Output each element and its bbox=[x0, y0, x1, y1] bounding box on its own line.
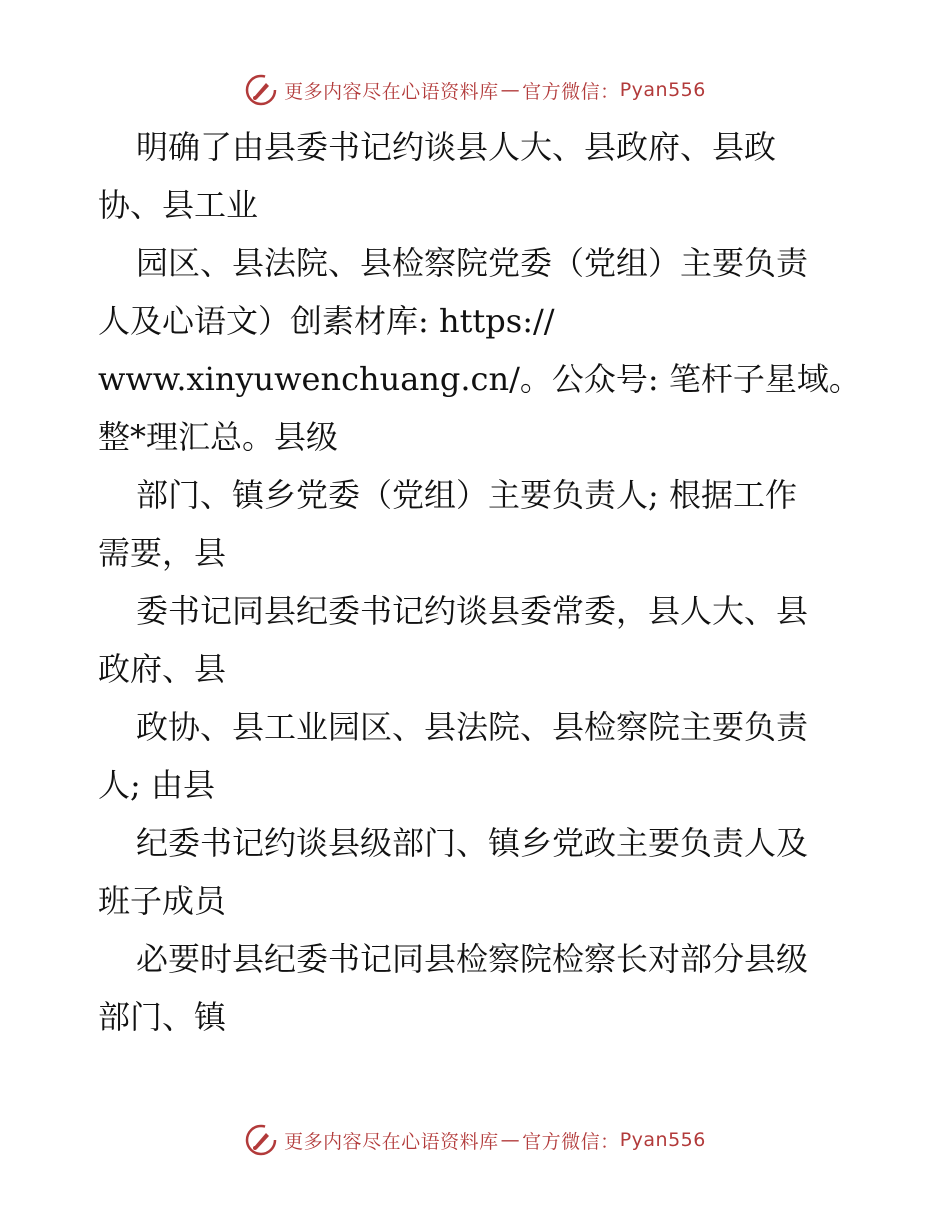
banner-main-text: 更多内容尽在心语资料库 bbox=[284, 80, 499, 103]
body-line: 整*理汇总。县级 bbox=[98, 418, 339, 456]
body-line: 必要时县纪委书记同县检察院检察长对部分县级 bbox=[136, 940, 809, 978]
body-line: 政府、县 bbox=[98, 650, 227, 688]
footer-banner bbox=[0, 1120, 950, 1160]
body-line: 明确了由县委书记约谈县人大、县政府、县政 bbox=[136, 128, 777, 166]
body-line: 园区、县法院、县检察院党委（党组）主要负责 bbox=[136, 244, 809, 282]
pen-nib-logo-icon bbox=[244, 1123, 278, 1157]
body-line: 部门、镇 bbox=[98, 998, 227, 1036]
banner-dash: — bbox=[500, 1129, 521, 1151]
document-body bbox=[98, 118, 861, 1046]
header-banner bbox=[0, 70, 950, 110]
body-line: 协、县工业 bbox=[98, 186, 259, 224]
body-line: 人; 由县 bbox=[98, 766, 215, 804]
body-line: 人及心语文）创素材库: https:// bbox=[98, 302, 555, 340]
banner-main-text: 更多内容尽在心语资料库 bbox=[284, 1130, 499, 1153]
body-line: www.xinyuwenchuang.cn/。公众号: 笔杆子星域。 bbox=[98, 360, 861, 398]
banner-wechat-label: 官方微信： bbox=[522, 1130, 620, 1153]
banner-wechat-label: 官方微信： bbox=[522, 80, 620, 103]
body-line: 班子成员 bbox=[98, 882, 227, 920]
body-line: 委书记同县纪委书记约谈县委常委，县人大、县 bbox=[136, 592, 809, 630]
body-line: 政协、县工业园区、县法院、县检察院主要负责 bbox=[136, 708, 809, 746]
body-line: 纪委书记约谈县级部门、镇乡党政主要负责人及 bbox=[136, 824, 809, 862]
body-line: 需要，县 bbox=[98, 534, 227, 572]
pen-nib-logo-icon bbox=[244, 73, 278, 107]
banner-wechat-id: Pyan556 bbox=[619, 1129, 706, 1151]
banner-wechat-id: Pyan556 bbox=[619, 79, 706, 101]
body-line: 部门、镇乡党委（党组）主要负责人; 根据工作 bbox=[136, 476, 797, 514]
banner-dash: — bbox=[500, 79, 521, 101]
